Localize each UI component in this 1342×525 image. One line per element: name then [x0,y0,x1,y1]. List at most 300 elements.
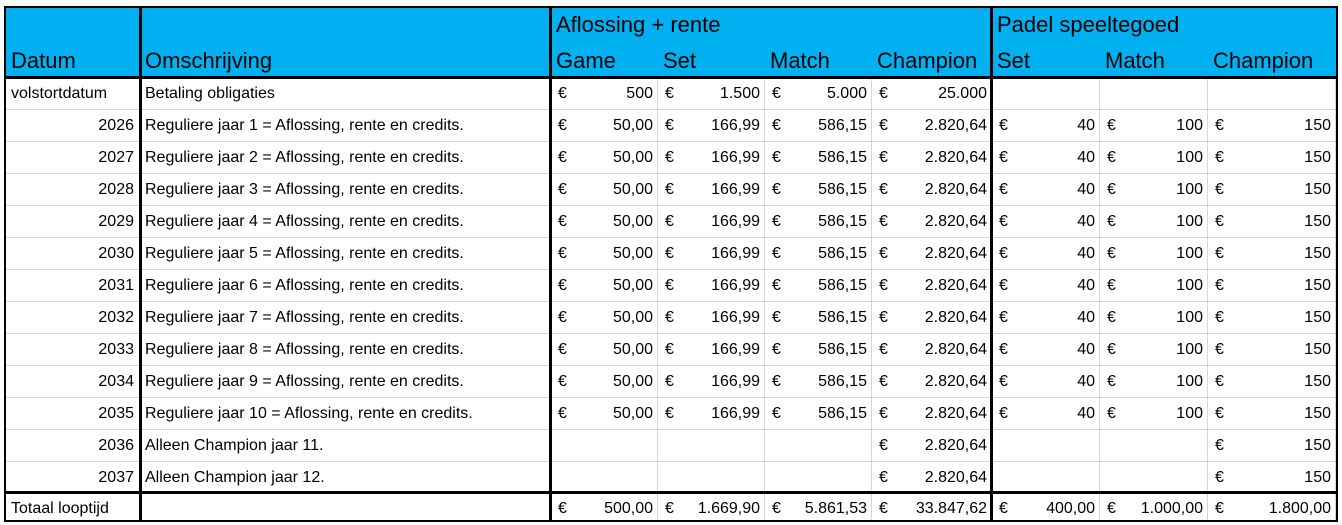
euro-sign: € [558,117,567,134]
aflossing-match-cell[interactable] [765,78,872,110]
datum-cell[interactable] [6,206,140,238]
subheader-padel-set[interactable] [992,42,1100,78]
datum-value: 2034 [98,373,134,390]
omschrijving-cell[interactable] [140,238,551,270]
euro-sign: € [665,500,674,517]
padel-set-cell[interactable] [992,110,1100,142]
aflossing-champion-cell[interactable] [872,238,992,270]
omschrijving-cell[interactable] [140,270,551,302]
datum-cell[interactable] [6,270,140,302]
amount-value: 40 [1077,245,1095,262]
subheader-label: Game [556,48,616,73]
amount-value: 100 [1176,149,1203,166]
datum-cell[interactable] [6,174,140,206]
amount-value: 166,99 [711,117,760,134]
aflossing-set-cell[interactable] [658,366,765,398]
aflossing-game-cell[interactable] [551,78,658,110]
padel-champion-cell[interactable] [1208,270,1336,302]
header-group-padel[interactable] [992,8,1336,42]
euro-sign: € [879,181,888,198]
padel-champion-cell[interactable] [1208,78,1336,110]
omschrijving-value: Reguliere jaar 3 = Aflossing, rente en credits. [145,181,464,198]
amount-value: 100 [1176,181,1203,198]
datum-cell[interactable] [6,462,140,494]
amount-value: 100 [1176,213,1203,230]
euro-sign: € [1215,500,1224,517]
omschrijving-cell[interactable] [140,366,551,398]
aflossing-champion-cell[interactable] [872,462,992,494]
amount-value: 100 [1176,277,1203,294]
omschrijving-value: Reguliere jaar 7 = Aflossing, rente en credits. [145,309,464,326]
euro-sign: € [772,213,781,230]
omschrijving-cell[interactable] [140,302,551,334]
padel-champion-cell[interactable] [1208,206,1336,238]
amount-value: 586,15 [818,245,867,262]
euro-sign: € [558,245,567,262]
padel-set-cell[interactable] [992,270,1100,302]
padel-match-cell[interactable] [1100,334,1208,366]
amount-value: 150 [1304,373,1331,390]
padel-match-cell[interactable] [1100,398,1208,430]
aflossing-match-cell[interactable] [765,366,872,398]
euro-sign: € [558,405,567,422]
amount-value: 50,00 [612,117,653,134]
euro-sign: € [558,85,567,102]
amount-value: 150 [1304,437,1331,454]
aflossing-champion-cell[interactable] [872,398,992,430]
spreadsheet-table [4,6,1338,522]
border-after-omschrijving [549,8,552,520]
euro-sign: € [665,373,674,390]
euro-sign: € [558,309,567,326]
aflossing-champion-cell[interactable] [872,110,992,142]
amount-value: 2.820,64 [924,117,987,134]
aflossing-match-cell[interactable] [765,430,872,462]
border-below-header [6,76,1336,79]
amount-value: 150 [1304,309,1331,326]
amount-value: 1.500 [719,85,760,102]
amount-value: 100 [1176,405,1203,422]
aflossing-game-cell[interactable] [551,206,658,238]
padel-set-cell[interactable] [992,430,1100,462]
border-after-datum [139,8,142,520]
aflossing-game-cell[interactable] [551,270,658,302]
euro-sign: € [999,149,1008,166]
padel-set-cell[interactable] [992,142,1100,174]
omschrijving-value: Reguliere jaar 6 = Aflossing, rente en credits. [145,277,464,294]
aflossing-set-cell[interactable] [658,302,765,334]
amount-value: 25.000 [938,85,987,102]
amount-value: 40 [1077,277,1095,294]
header-omschrijving: Omschrijving [145,48,273,73]
euro-sign: € [879,469,888,486]
amount-value: 2.820,64 [924,149,987,166]
datum-cell[interactable] [6,110,140,142]
amount-value: 586,15 [818,181,867,198]
aflossing-match-cell[interactable] [765,462,872,494]
euro-sign: € [879,309,888,326]
amount-value: 166,99 [711,405,760,422]
omschrijving-cell[interactable] [140,334,551,366]
total-omschrijving-cell[interactable] [140,494,551,522]
omschrijving-value: Betaling obligaties [145,85,275,102]
euro-sign: € [665,309,674,326]
datum-cell[interactable] [6,302,140,334]
aflossing-set-cell[interactable] [658,462,765,494]
total-aflossing-champion-cell[interactable] [872,494,992,522]
omschrijving-value: Reguliere jaar 1 = Aflossing, rente en credits. [145,117,464,134]
group-padel-title: Padel speeltegoed [997,12,1180,37]
euro-sign: € [879,149,888,166]
amount-value: 2.820,64 [924,309,987,326]
padel-match-cell[interactable] [1100,366,1208,398]
amount-value: 50,00 [612,277,653,294]
amount-value: 5.000 [826,85,867,102]
padel-match-cell[interactable] [1100,110,1208,142]
aflossing-champion-cell[interactable] [872,334,992,366]
padel-match-cell[interactable] [1100,462,1208,494]
amount-value: 166,99 [711,309,760,326]
aflossing-set-cell[interactable] [658,78,765,110]
aflossing-set-cell[interactable] [658,142,765,174]
amount-value: 100 [1176,245,1203,262]
aflossing-game-cell[interactable] [551,110,658,142]
aflossing-match-cell[interactable] [765,398,872,430]
total-padel-set-cell[interactable] [992,494,1100,522]
amount-value: 2.820,64 [924,373,987,390]
aflossing-champion-cell[interactable] [872,174,992,206]
euro-sign: € [772,181,781,198]
amount-value: 166,99 [711,181,760,198]
euro-sign: € [879,500,888,517]
aflossing-game-cell[interactable] [551,430,658,462]
header-datum-cell[interactable] [6,8,140,78]
aflossing-match-cell[interactable] [765,334,872,366]
amount-value: 40 [1077,149,1095,166]
euro-sign: € [1107,373,1116,390]
euro-sign: € [1215,405,1224,422]
subheader-label: Champion [877,48,978,73]
omschrijving-cell[interactable] [140,398,551,430]
amount-value: 50,00 [612,341,653,358]
omschrijving-cell[interactable] [140,174,551,206]
euro-sign: € [1215,277,1224,294]
omschrijving-value: Alleen Champion jaar 11. [145,437,324,454]
amount-value: 50,00 [612,181,653,198]
total-padel-match-cell[interactable] [1100,494,1208,522]
padel-champion-cell[interactable] [1208,110,1336,142]
euro-sign: € [665,341,674,358]
euro-sign: € [999,213,1008,230]
amount-value: 100 [1176,341,1203,358]
amount-value: 5.861,53 [804,500,867,517]
amount-value: 586,15 [818,213,867,230]
aflossing-match-cell[interactable] [765,206,872,238]
amount-value: 166,99 [711,149,760,166]
padel-set-cell[interactable] [992,366,1100,398]
euro-sign: € [772,117,781,134]
aflossing-match-cell[interactable] [765,238,872,270]
datum-cell[interactable] [6,238,140,270]
amount-value: 150 [1304,405,1331,422]
amount-value: 40 [1077,117,1095,134]
padel-set-cell[interactable] [992,206,1100,238]
euro-sign: € [1215,341,1224,358]
euro-sign: € [879,213,888,230]
euro-sign: € [772,277,781,294]
euro-sign: € [665,277,674,294]
euro-sign: € [665,149,674,166]
euro-sign: € [999,309,1008,326]
euro-sign: € [999,341,1008,358]
euro-sign: € [1215,245,1224,262]
padel-champion-cell[interactable] [1208,366,1336,398]
aflossing-set-cell[interactable] [658,334,765,366]
padel-champion-cell[interactable] [1208,302,1336,334]
subheader-aflossing-game[interactable] [551,42,658,78]
datum-cell[interactable] [6,334,140,366]
header-group-aflossing[interactable] [551,8,992,42]
aflossing-game-cell[interactable] [551,302,658,334]
aflossing-match-cell[interactable] [765,270,872,302]
aflossing-game-cell[interactable] [551,366,658,398]
total-aflossing-game-cell[interactable] [551,494,658,522]
total-aflossing-match-cell[interactable] [765,494,872,522]
aflossing-set-cell[interactable] [658,110,765,142]
padel-champion-cell[interactable] [1208,238,1336,270]
euro-sign: € [1215,181,1224,198]
datum-cell[interactable] [6,366,140,398]
amount-value: 150 [1304,213,1331,230]
amount-value: 2.820,64 [924,181,987,198]
amount-value: 586,15 [818,341,867,358]
amount-value: 586,15 [818,309,867,326]
euro-sign: € [1215,213,1224,230]
padel-set-cell[interactable] [992,302,1100,334]
amount-value: 166,99 [711,213,760,230]
padel-match-cell[interactable] [1100,270,1208,302]
subheader-aflossing-set[interactable] [658,42,765,78]
subheader-padel-match[interactable] [1100,42,1208,78]
subheader-label: Set [663,48,697,73]
aflossing-champion-cell[interactable] [872,206,992,238]
datum-cell[interactable] [6,398,140,430]
amount-value: 150 [1304,181,1331,198]
aflossing-champion-cell[interactable] [872,302,992,334]
subheader-label: Set [997,48,1031,73]
padel-match-cell[interactable] [1100,238,1208,270]
amount-value: 586,15 [818,149,867,166]
padel-match-cell[interactable] [1100,174,1208,206]
amount-value: 40 [1077,341,1095,358]
border-above-total [6,491,1336,494]
aflossing-match-cell[interactable] [765,302,872,334]
euro-sign: € [665,213,674,230]
padel-match-cell[interactable] [1100,78,1208,110]
euro-sign: € [1107,181,1116,198]
euro-sign: € [1215,117,1224,134]
euro-sign: € [772,341,781,358]
euro-sign: € [1215,373,1224,390]
euro-sign: € [999,245,1008,262]
amount-value: 150 [1304,117,1331,134]
padel-champion-cell[interactable] [1208,462,1336,494]
amount-value: 50,00 [612,373,653,390]
euro-sign: € [772,309,781,326]
aflossing-champion-cell[interactable] [872,270,992,302]
amount-value: 150 [1304,277,1331,294]
euro-sign: € [879,277,888,294]
aflossing-champion-cell[interactable] [872,430,992,462]
amount-value: 500 [626,85,653,102]
group-aflossing-title: Aflossing + rente [556,12,721,37]
padel-set-cell[interactable] [992,174,1100,206]
padel-match-cell[interactable] [1100,430,1208,462]
euro-sign: € [879,405,888,422]
padel-champion-cell[interactable] [1208,142,1336,174]
aflossing-game-cell[interactable] [551,142,658,174]
euro-sign: € [879,245,888,262]
datum-value: 2037 [98,469,134,486]
subheader-padel-champion[interactable] [1208,42,1336,78]
omschrijving-cell[interactable] [140,430,551,462]
euro-sign: € [999,181,1008,198]
amount-value: 166,99 [711,277,760,294]
amount-value: 1.669,90 [697,500,760,517]
total-label-cell[interactable] [6,494,140,522]
euro-sign: € [558,277,567,294]
amount-value: 100 [1176,309,1203,326]
euro-sign: € [1107,405,1116,422]
omschrijving-cell[interactable] [140,142,551,174]
amount-value: 500,00 [604,500,653,517]
padel-set-cell[interactable] [992,398,1100,430]
aflossing-champion-cell[interactable] [872,78,992,110]
euro-sign: € [665,117,674,134]
aflossing-champion-cell[interactable] [872,366,992,398]
aflossing-game-cell[interactable] [551,174,658,206]
aflossing-match-cell[interactable] [765,174,872,206]
amount-value: 50,00 [612,213,653,230]
euro-sign: € [1107,149,1116,166]
euro-sign: € [665,405,674,422]
aflossing-set-cell[interactable] [658,174,765,206]
euro-sign: € [1107,117,1116,134]
subheader-aflossing-match[interactable] [765,42,872,78]
omschrijving-cell[interactable] [140,462,551,494]
padel-set-cell[interactable] [992,334,1100,366]
datum-cell[interactable] [6,142,140,174]
euro-sign: € [1215,469,1224,486]
amount-value: 50,00 [612,405,653,422]
aflossing-game-cell[interactable] [551,398,658,430]
aflossing-set-cell[interactable] [658,398,765,430]
datum-value: 2035 [98,405,134,422]
padel-champion-cell[interactable] [1208,334,1336,366]
amount-value: 100 [1176,117,1203,134]
euro-sign: € [772,149,781,166]
aflossing-match-cell[interactable] [765,142,872,174]
amount-value: 2.820,64 [924,469,987,486]
datum-value: 2029 [98,213,134,230]
euro-sign: € [772,245,781,262]
aflossing-set-cell[interactable] [658,206,765,238]
amount-value: 40 [1077,373,1095,390]
amount-value: 150 [1304,469,1331,486]
amount-value: 586,15 [818,277,867,294]
aflossing-set-cell[interactable] [658,238,765,270]
amount-value: 40 [1077,181,1095,198]
aflossing-game-cell[interactable] [551,334,658,366]
euro-sign: € [1107,500,1116,517]
total-aflossing-set-cell[interactable] [658,494,765,522]
amount-value: 150 [1304,149,1331,166]
datum-value: volstortdatum [11,85,108,102]
padel-set-cell[interactable] [992,78,1100,110]
datum-cell[interactable] [6,78,140,110]
padel-set-cell[interactable] [992,238,1100,270]
amount-value: 40 [1077,309,1095,326]
amount-value: 2.820,64 [924,341,987,358]
aflossing-champion-cell[interactable] [872,142,992,174]
padel-match-cell[interactable] [1100,142,1208,174]
euro-sign: € [558,500,567,517]
header-omschrijving-cell[interactable] [140,8,551,78]
amount-value: 2.820,64 [924,437,987,454]
euro-sign: € [1107,245,1116,262]
omschrijving-cell[interactable] [140,206,551,238]
omschrijving-cell[interactable] [140,78,551,110]
euro-sign: € [665,85,674,102]
header-datum: Datum [11,48,76,73]
amount-value: 1.800,00 [1268,500,1331,517]
datum-cell[interactable] [6,430,140,462]
amount-value: 40 [1077,405,1095,422]
padel-set-cell[interactable] [992,462,1100,494]
euro-sign: € [558,181,567,198]
padel-match-cell[interactable] [1100,206,1208,238]
aflossing-match-cell[interactable] [765,110,872,142]
euro-sign: € [665,181,674,198]
omschrijving-cell[interactable] [140,110,551,142]
padel-champion-cell[interactable] [1208,398,1336,430]
omschrijving-value: Reguliere jaar 4 = Aflossing, rente en credits. [145,213,464,230]
euro-sign: € [1215,149,1224,166]
total-padel-champion-cell[interactable] [1208,494,1336,522]
subheader-label: Match [1105,48,1165,73]
aflossing-game-cell[interactable] [551,462,658,494]
omschrijving-value: Alleen Champion jaar 12. [145,469,325,486]
euro-sign: € [999,405,1008,422]
subheader-label: Match [770,48,830,73]
datum-value: 2027 [98,149,134,166]
omschrijving-value: Reguliere jaar 5 = Aflossing, rente en credits. [145,245,464,262]
subheader-aflossing-champion[interactable] [872,42,992,78]
amount-value: 2.820,64 [924,245,987,262]
aflossing-game-cell[interactable] [551,238,658,270]
datum-value: 2026 [98,117,134,134]
aflossing-set-cell[interactable] [658,430,765,462]
padel-champion-cell[interactable] [1208,174,1336,206]
padel-champion-cell[interactable] [1208,430,1336,462]
amount-value: 2.820,64 [924,405,987,422]
euro-sign: € [1107,309,1116,326]
amount-value: 50,00 [612,149,653,166]
aflossing-set-cell[interactable] [658,270,765,302]
amount-value: 1.000,00 [1140,500,1203,517]
total-label: Totaal looptijd [11,500,109,517]
padel-match-cell[interactable] [1100,302,1208,334]
